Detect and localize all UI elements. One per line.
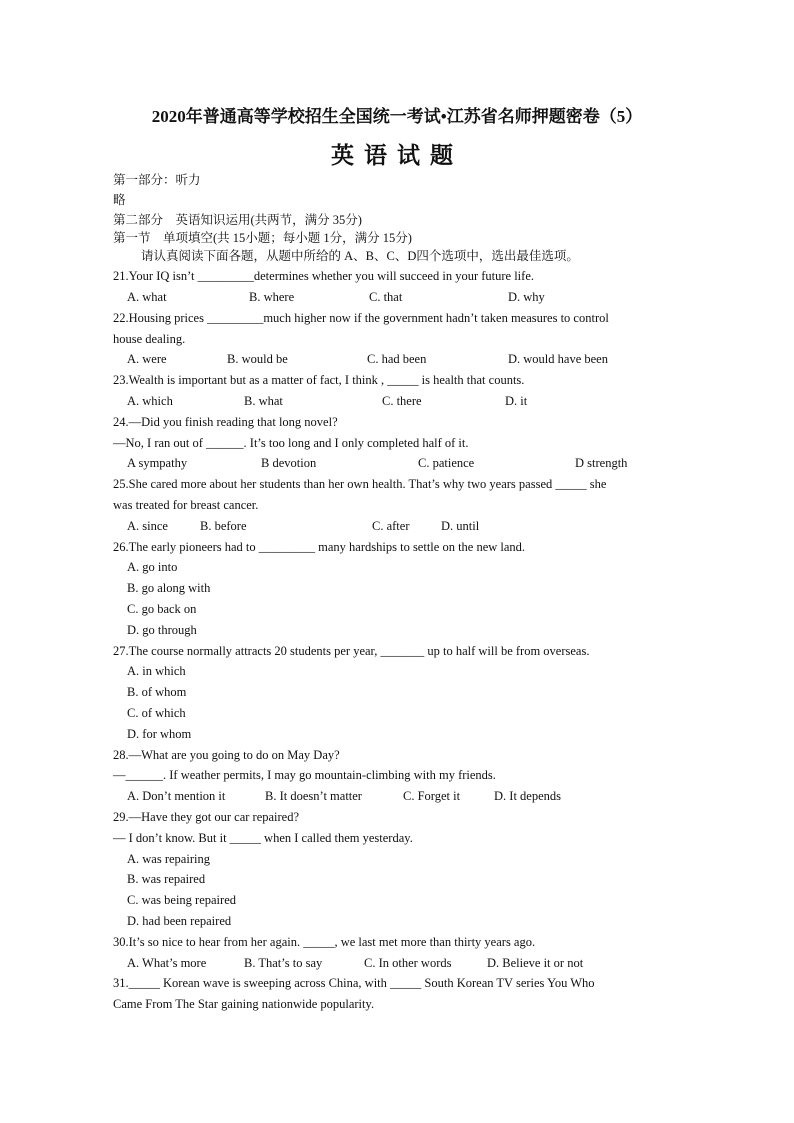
q26-option-c: C. go back on xyxy=(127,602,197,616)
part1-heading: 第一部分：听力 xyxy=(113,173,201,187)
q25-options xyxy=(127,518,687,534)
q22-option-b: B. would be xyxy=(227,352,288,366)
q21-stem: 21.Your IQ isn’t _________determines whether you will succeed in your future life. xyxy=(113,269,534,283)
q27-option-b: B. of whom xyxy=(127,685,187,699)
q25-option-c: C. after xyxy=(372,519,410,533)
q29-stem-line1: 29.—Have they got our car repaired? xyxy=(113,810,300,824)
q25-option-d: D. until xyxy=(441,519,480,533)
q22-option-c: C. had been xyxy=(367,352,427,366)
q30-options xyxy=(127,955,687,971)
q29-option-d: D. had been repaired xyxy=(127,914,232,928)
q28-options xyxy=(127,788,687,804)
q27-stem: 27.The course normally attracts 20 students per year, _______ up to half will be from overseas. xyxy=(113,644,590,658)
q23-stem: 23.Wealth is important but as a matter of fact, I think , _____ is health that counts. xyxy=(113,373,525,387)
q23-option-c: C. there xyxy=(382,394,422,408)
q24-stem-line1: 24.—Did you finish reading that long novel? xyxy=(113,415,338,429)
subject-title: 英语试题 xyxy=(331,143,463,168)
q24-option-c: C. patience xyxy=(418,456,475,470)
q22-option-d: D. would have been xyxy=(508,352,608,366)
part1-content: 略 xyxy=(113,193,126,207)
q22-stem-line2: house dealing. xyxy=(113,332,186,346)
q29-stem-line2: — I don’t know. But it _____ when I called them yesterday. xyxy=(113,831,413,845)
q26-option-d: D. go through xyxy=(127,623,197,637)
exam-title: 2020年普通高等学校招生全国统一考试•江苏省名师押题密卷（5） xyxy=(151,107,643,126)
q29-option-b: B. was repaired xyxy=(127,872,206,886)
q23-option-d: D. it xyxy=(505,394,528,408)
q28-option-c: C. Forget it xyxy=(403,789,461,803)
q21-options xyxy=(127,289,687,305)
q31-stem-line2: Came From The Star gaining nationwide popularity. xyxy=(113,997,375,1011)
q26-option-b: B. go along with xyxy=(127,581,211,595)
q31-stem-line1: 31._____ Korean wave is sweeping across China, with _____ South Korean TV series You Who xyxy=(113,976,595,990)
q27-option-a: A. in which xyxy=(127,664,186,678)
q21-option-b: B. where xyxy=(249,290,295,304)
q30-stem: 30.It’s so nice to hear from her again. _____, we last met more than thirty years ago. xyxy=(113,935,536,949)
q23-option-a: A. which xyxy=(127,394,173,408)
section1-heading: 第一节 单项填空(共 15小题；每小题 1分，满分 15分) xyxy=(113,231,412,245)
q24-options xyxy=(127,455,687,471)
q30-option-c: C. In other words xyxy=(364,956,452,970)
q23-option-b: B. what xyxy=(244,394,283,408)
q25-stem-line1: 25.She cared more about her students than her own health. That’s why two years passed _____ she xyxy=(113,477,607,491)
q22-options xyxy=(127,351,687,367)
q28-option-b: B. It doesn’t matter xyxy=(265,789,362,803)
q26-option-a: A. go into xyxy=(127,560,178,574)
q28-stem-line1: 28.—What are you going to do on May Day? xyxy=(113,748,340,762)
q25-option-a: A. since xyxy=(127,519,168,533)
q22-option-a: A. were xyxy=(127,352,167,366)
instruction: 请认真阅读下面各题，从题中所给的 A、B、C、D四个选项中，选出最佳选项。 xyxy=(141,249,579,263)
q24-option-a: A sympathy xyxy=(127,456,188,470)
q28-option-a: A. Don’t mention it xyxy=(127,789,226,803)
q25-stem-line2: was treated for breast cancer. xyxy=(113,498,259,512)
q29-option-c: C. was being repaired xyxy=(127,893,236,907)
q21-option-d: D. why xyxy=(508,290,545,304)
q25-option-b: B. before xyxy=(200,519,247,533)
q24-option-d: D strength xyxy=(575,456,628,470)
q24-option-b: B devotion xyxy=(261,456,317,470)
q30-option-d: D. Believe it or not xyxy=(487,956,584,970)
q27-option-c: C. of which xyxy=(127,706,186,720)
q27-option-d: D. for whom xyxy=(127,727,192,741)
q22-stem-line1: 22.Housing prices _________much higher now if the government hadn’t taken measures to control xyxy=(113,311,609,325)
q28-stem-line2: —______. If weather permits, I may go mountain-climbing with my friends. xyxy=(113,768,496,782)
q29-option-a: A. was repairing xyxy=(127,852,210,866)
q21-option-a: A. what xyxy=(127,290,167,304)
q30-option-a: A. What’s more xyxy=(127,956,207,970)
q24-stem-line2: —No, I ran out of ______. It’s too long and I only completed half of it. xyxy=(113,436,469,450)
q30-option-b: B. That’s to say xyxy=(244,956,323,970)
q26-stem: 26.The early pioneers had to _________ many hardships to settle on the new land. xyxy=(113,540,526,554)
part2-heading: 第二部分 英语知识运用(共两节，满分 35分) xyxy=(113,213,362,227)
q23-options xyxy=(127,393,687,409)
q28-option-d: D. It depends xyxy=(494,789,561,803)
q21-option-c: C. that xyxy=(369,290,403,304)
